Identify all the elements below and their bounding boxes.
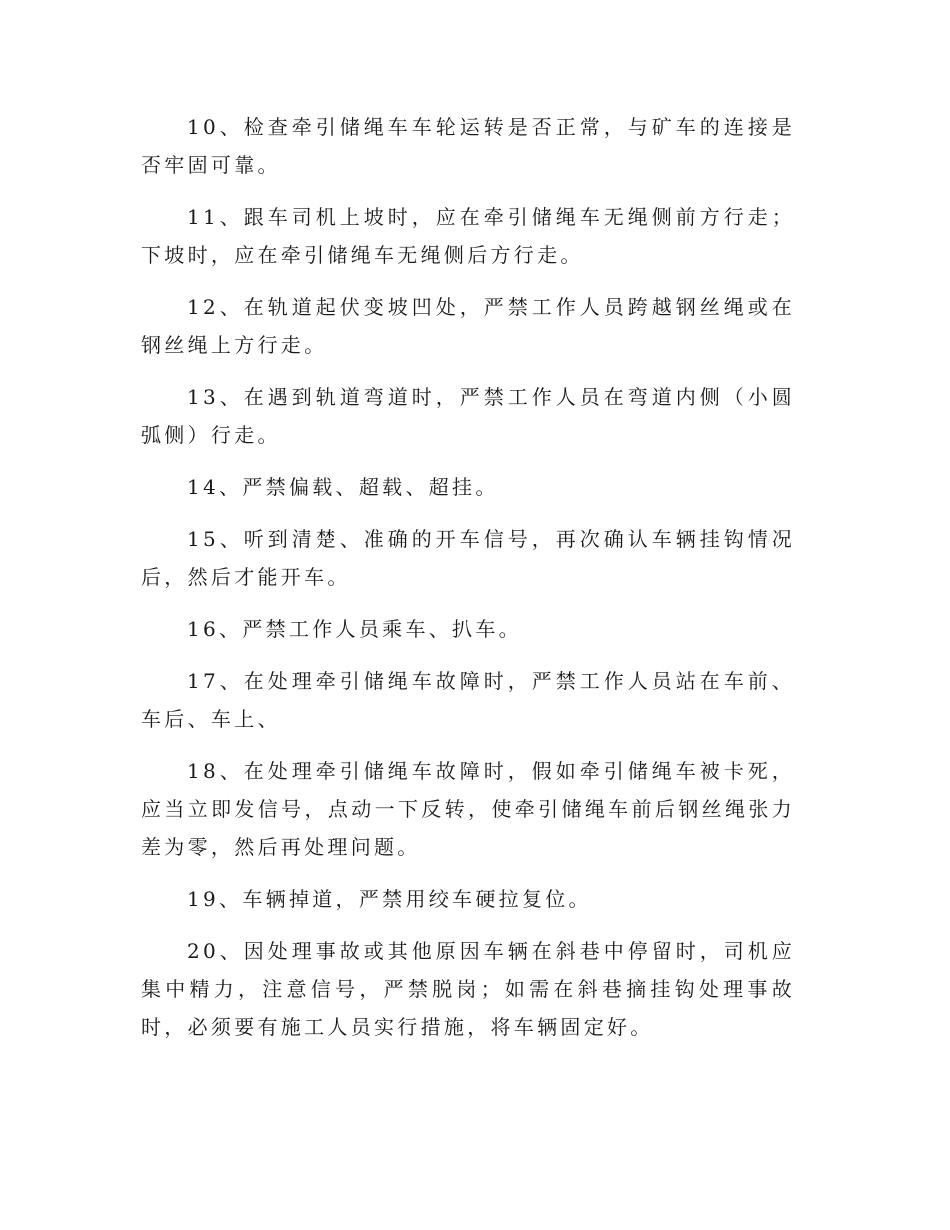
paragraph-item-17: 17、在处理牵引储绳车故障时，严禁工作人员站在车前、车后、车上、 — [141, 669, 795, 731]
paragraph-item-12: 12、在轨道起伏变坡凹处，严禁工作人员跨越钢丝绳或在钢丝绳上方行走。 — [141, 295, 795, 357]
paragraph-item-20: 20、因处理事故或其他原因车辆在斜巷中停留时，司机应集中精力，注意信号，严禁脱岗；如需在斜巷摘挂钩处理事故时，必须要有施工人员实行措施，将车辆固定好。 — [141, 939, 795, 1039]
paragraph-item-10: 10、检查牵引储绳车车轮运转是否正常，与矿车的连接是否牢固可靠。 — [141, 115, 795, 177]
document-body — [141, 108, 795, 1060]
paragraph-item-15: 15、听到清楚、准确的开车信号，再次确认车辆挂钩情况后，然后才能开车。 — [141, 527, 795, 589]
paragraph-item-16: 16、严禁工作人员乘车、扒车。 — [187, 617, 522, 641]
paragraph-item-14: 14、严禁偏载、超载、超挂。 — [187, 475, 499, 499]
paragraph-item-11: 11、跟车司机上坡时，应在牵引储绳车无绳侧前方行走；下坡时，应在牵引储绳车无绳侧后方行走。 — [141, 205, 795, 267]
paragraph-item-19: 19、车辆掉道，严禁用绞车硬拉复位。 — [187, 887, 592, 911]
paragraph-item-13: 13、在遇到轨道弯道时，严禁工作人员在弯道内侧（小圆弧侧）行走。 — [141, 385, 795, 447]
paragraph-item-18: 18、在处理牵引储绳车故障时，假如牵引储绳车被卡死，应当立即发信号，点动一下反转，使牵引储绳车前后钢丝绳张力差为零，然后再处理问题。 — [141, 759, 795, 859]
